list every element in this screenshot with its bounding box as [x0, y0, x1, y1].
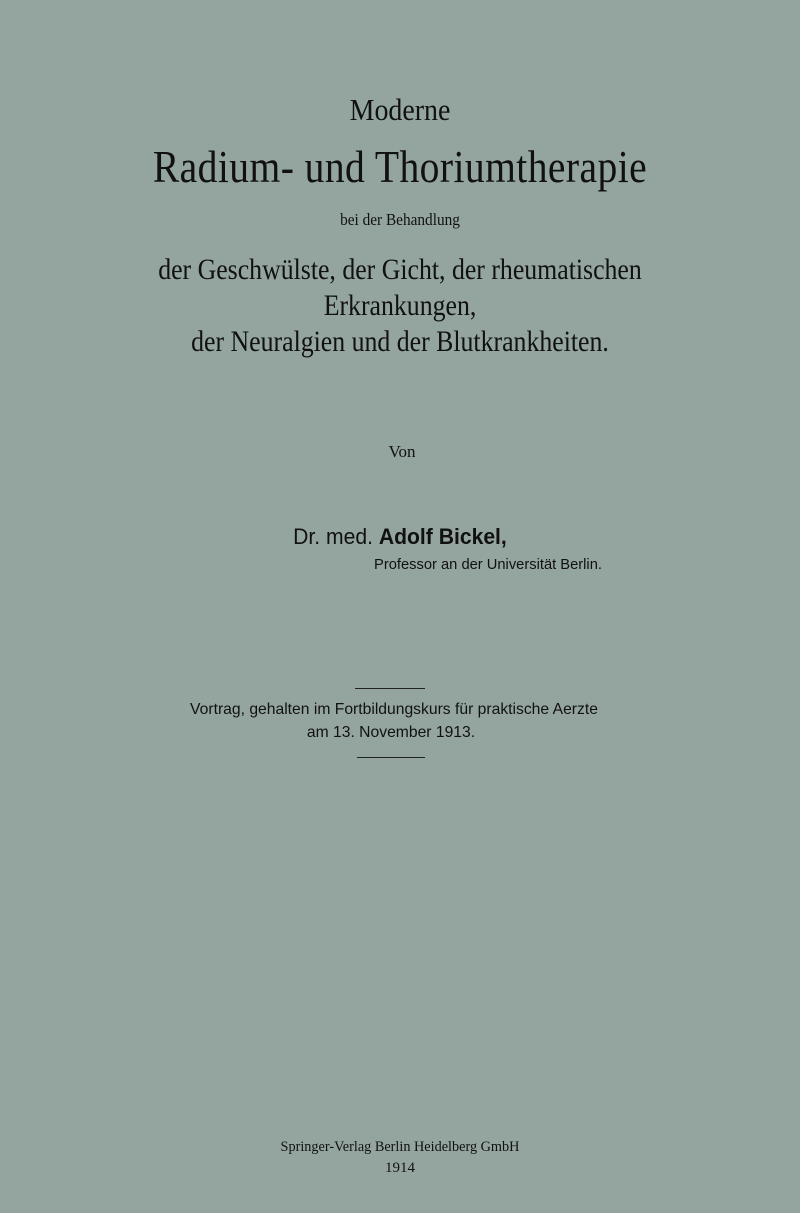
author-line — [16, 524, 784, 550]
subtitle-line-1: der Geschwülste, der Gicht, der rheumatischen — [158, 253, 642, 286]
subtitle-line-2: Erkrankungen, — [323, 289, 477, 322]
subtitle-line-3: der Neuralgien und der Blutkrankheiten. — [191, 325, 609, 358]
lecture-line-2: am 13. November 1913. — [306, 724, 476, 741]
author-affiliation: Professor an der Universität Berlin. — [374, 556, 602, 573]
author-prefix: Dr. med. — [293, 524, 373, 549]
subtitle-connector: bei der Behandlung — [340, 210, 460, 229]
lecture-line-1: Vortrag, gehalten im Fortbildungskurs für praktische Aerzte — [190, 701, 598, 718]
publication-year: 1914 — [385, 1160, 415, 1176]
author-name: Adolf Bickel, — [378, 524, 507, 549]
title-line-2: Radium- und Thoriumtherapie — [152, 141, 648, 192]
title-line-1: Moderne — [349, 92, 451, 127]
byline-von: Von — [388, 442, 416, 461]
divider-bottom — [357, 757, 425, 758]
publisher-name: Springer-Verlag Berlin Heidelberg GmbH — [280, 1139, 520, 1155]
divider-top — [355, 688, 425, 689]
